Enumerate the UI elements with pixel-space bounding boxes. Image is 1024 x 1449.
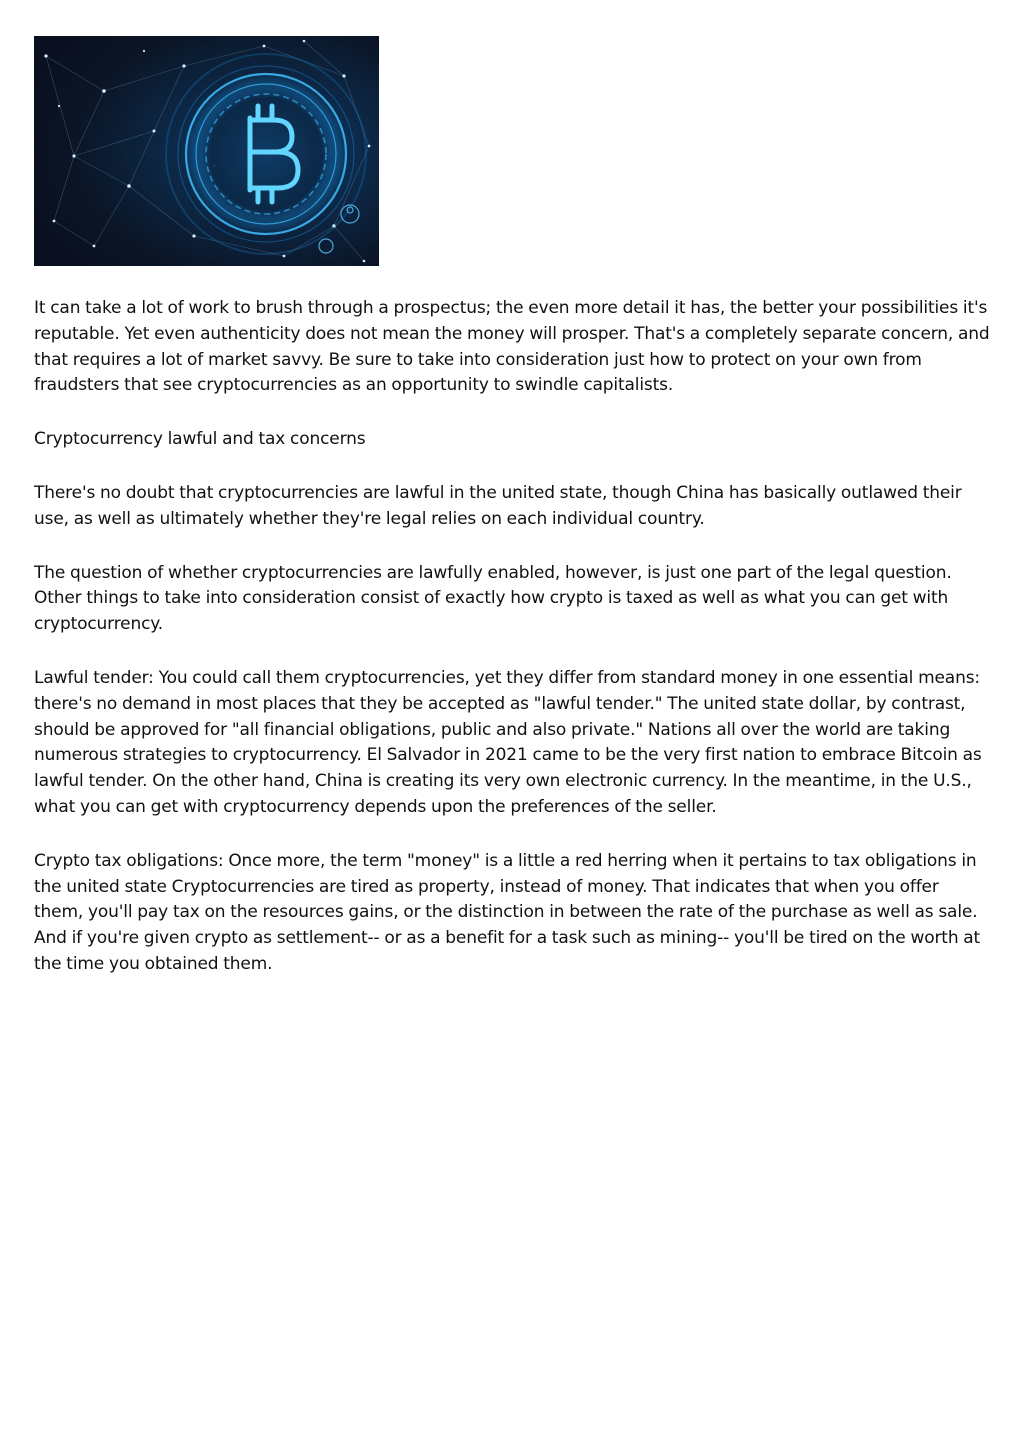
bitcoin-network-image	[34, 36, 379, 266]
paragraph-legality: There's no doubt that cryptocurrencies are lawful in the united state, though China has basically outlawed their use, as well as ultimately whether they're legal relies on each individual country.	[34, 482, 962, 529]
paragraph-legal-question: The question of whether cryptocurrencies are lawfully enabled, however, is just one part of the legal question. Other things to take into consideration consist of exactly how crypto is taxed as well as what you can get with cryptocurrency.	[34, 562, 952, 635]
paragraph-prospectus: It can take a lot of work to brush through a prospectus; the even more detail it has, the better your possibilities it's reputable. Yet even authenticity does not mean the money will prosper. That's a completely separate concern, and that requires a lot of market savvy. Be sure to take into consideration just how to protect on your own from fraudsters that see cryptocurrencies as an opportunity to swindle capitalists.	[34, 298, 990, 396]
document-page	[34, 36, 990, 1006]
paragraph-crypto-tax: Crypto tax obligations: Once more, the term "money" is a little a red herring when it pertains to tax obligations in the united state Cryptocurrencies are tired as property, instead of money. That indicates that when you offer them, you'll pay tax on the resources gains, or the distinction in between the rate of the purchase as well as sale. And if you're given crypto as settlement-- or as a benefit for a task such as mining-- you'll be tired on the worth at the time you obtained them.	[34, 850, 981, 974]
section-heading-legal-tax: Cryptocurrency lawful and tax concerns	[34, 429, 366, 450]
paragraph-lawful-tender: Lawful tender: You could call them cryptocurrencies, yet they differ from standard money in one essential means: there's no demand in most places that they be accepted as "lawful tender." The united state dollar, by contrast, should be approved for "all financial obligations, public and also private." Nations all over the world are taking numerous strategies to cryptocurrency. El Salvador in 2021 came to be the very first nation to embrace Bitcoin as lawful tender. On the other hand, China is creating its very own electronic currency. In the meantime, in the U.S., what you can get with cryptocurrency depends upon the preferences of the seller.	[34, 667, 982, 817]
